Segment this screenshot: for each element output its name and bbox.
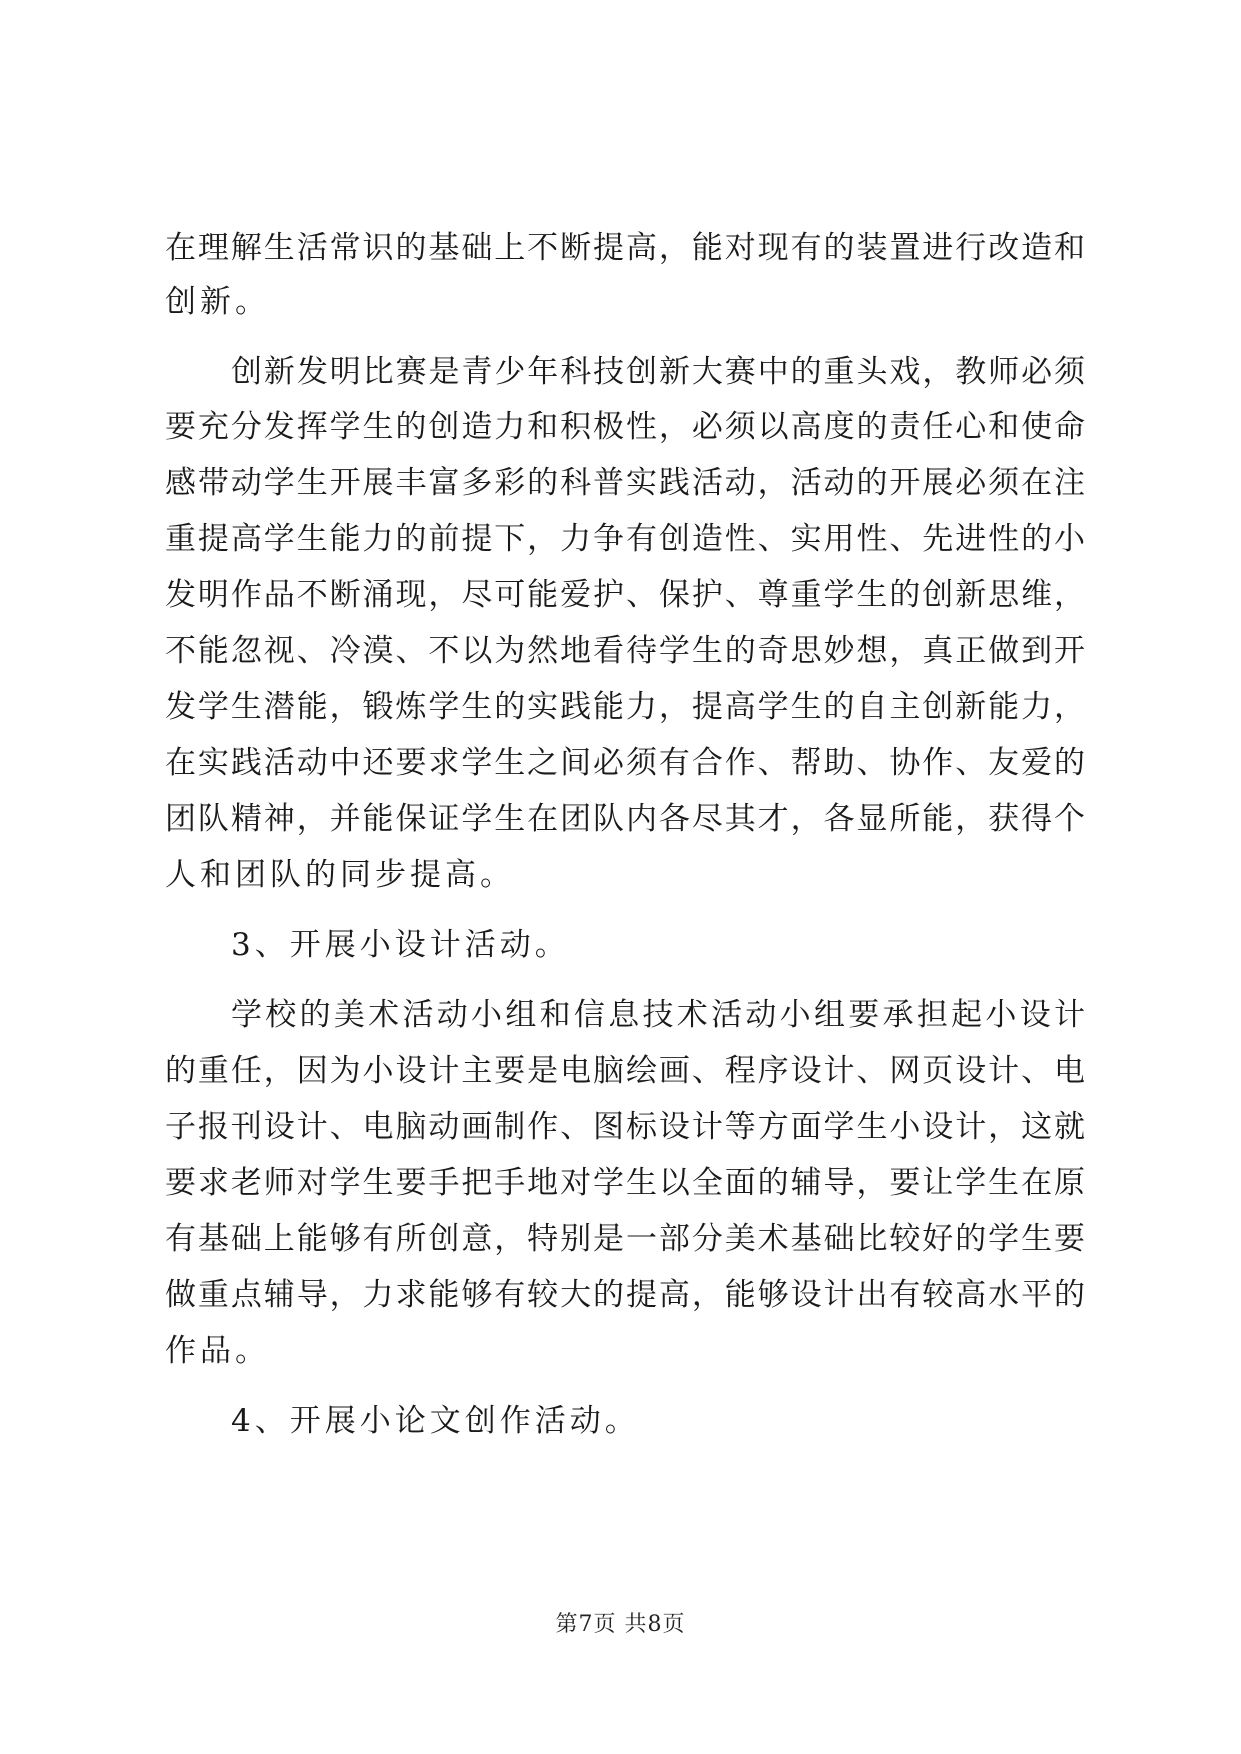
- text-line: 有基础上能够有所创意，特别是一部分美术基础比较好的学生要: [165, 1221, 1085, 1257]
- text-line: 要充分发挥学生的创造力和积极性，必须以高度的责任心和使命: [165, 409, 1085, 445]
- text-line: 的重任，因为小设计主要是电脑绘画、程序设计、网页设计、电: [165, 1053, 1085, 1089]
- text-line: 做重点辅导，力求能够有较大的提高，能够设计出有较高水平的: [165, 1277, 1085, 1313]
- text-line: 重提高学生能力的前提下，力争有创造性、实用性、先进性的小: [165, 521, 1085, 557]
- text-line: 在理解生活常识的基础上不断提高，能对现有的装置进行改造和: [165, 230, 1085, 266]
- text-line: 创新。: [165, 284, 270, 320]
- text-line: 要求老师对学生要手把手地对学生以全面的辅导，要让学生在原: [165, 1165, 1085, 1201]
- text-line: 人和团队的同步提高。: [165, 857, 515, 893]
- text-line: 团队精神，并能保证学生在团队内各尽其才，各显所能，获得个: [165, 801, 1085, 837]
- text-line: 创新发明比赛是青少年科技创新大赛中的重头戏，教师必须: [231, 354, 1085, 390]
- text-line: 发学生潜能，锻炼学生的实践能力，提高学生的自主创新能力，: [165, 689, 1085, 725]
- text-line: 发明作品不断涌现，尽可能爱护、保护、尊重学生的创新思维，: [165, 577, 1085, 613]
- text-line: 学校的美术活动小组和信息技术活动小组要承担起小设计: [231, 997, 1085, 1033]
- section-heading: 4、开展小论文创作活动。: [231, 1403, 640, 1439]
- text-line: 作品。: [165, 1333, 270, 1369]
- text-line: 在实践活动中还要求学生之间必须有合作、帮助、协作、友爱的: [165, 745, 1085, 781]
- text-line: 子报刊设计、电脑动画制作、图标设计等方面学生小设计，这就: [165, 1109, 1085, 1145]
- section-heading: 3、开展小设计活动。: [231, 927, 570, 963]
- text-line: 不能忽视、冷漠、不以为然地看待学生的奇思妙想，真正做到开: [165, 633, 1085, 669]
- page-number: 第7页 共8页: [555, 1612, 686, 1637]
- text-line: 感带动学生开展丰富多彩的科普实践活动，活动的开展必须在注: [165, 465, 1085, 501]
